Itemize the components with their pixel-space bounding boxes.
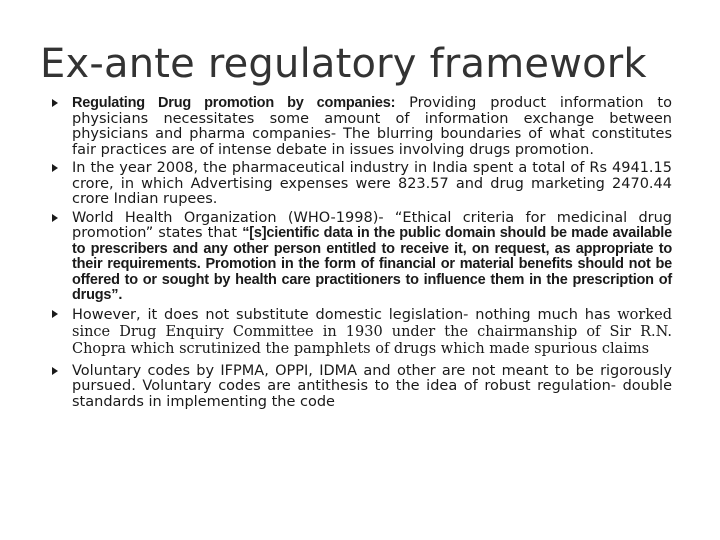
triangle-bullet-icon (52, 164, 58, 172)
bullet-emphasis-quote: “[s]cientific data in the public domain should be made available to prescribers and any other person entitled to receive it, on request, as appropriate to their requirements. Promotion in the form of financial or material benefits should not be offered to or sought by health care practitioners to influence them in the prescription of drugs”. (72, 225, 672, 303)
bullet-drug-promotion (52, 96, 672, 158)
triangle-bullet-icon (52, 99, 58, 107)
bullet-body-text: However, it does not substitute domestic legislation- nothing much has (72, 306, 618, 323)
bullet-industry-spend (52, 161, 672, 208)
slide-title: Ex-ante regulatory framework (40, 41, 647, 87)
bullet-list (52, 96, 672, 413)
triangle-bullet-icon (52, 367, 58, 375)
bullet-body-text: Voluntary codes by IFPMA, OPPI, IDMA and other are not meant to be rigorously pursued. Voluntary codes are antithesis to the idea of robust regulation- double standards in implementing the code (72, 362, 672, 410)
bullet-body-text: In the year 2008, the pharmaceutical industry in India spent a total of Rs 4941.15 crore, in which Advertising expenses were 823.57 and drug marketing 2470.44 crore Indian rupees. (72, 160, 672, 207)
bullet-serif-text: worked since Drug Enquiry Committee in 1930 under the chairmanship of Sir R.N. Chopra which scrutinized the pamphlets of drugs which made spurious claims (72, 306, 672, 357)
bullet-lead-text: Regulating Drug promotion by companies: (72, 95, 396, 111)
triangle-bullet-icon (52, 310, 58, 318)
bullet-domestic-legislation (52, 307, 672, 358)
triangle-bullet-icon (52, 214, 58, 222)
bullet-who-criteria (52, 211, 672, 304)
bullet-voluntary-codes (52, 364, 672, 411)
bullet-body-text: World Health Organization (WHO-1998)- “Ethical criteria for medicinal drug promotion” states that (72, 209, 672, 241)
bullet-body-text: Providing product information to physicians necessitates some amount of information exchange between physicians and pharma companies- The blurring boundaries of what constitutes fair practices are of intense debate in issues involving drugs promotion. (72, 95, 672, 158)
